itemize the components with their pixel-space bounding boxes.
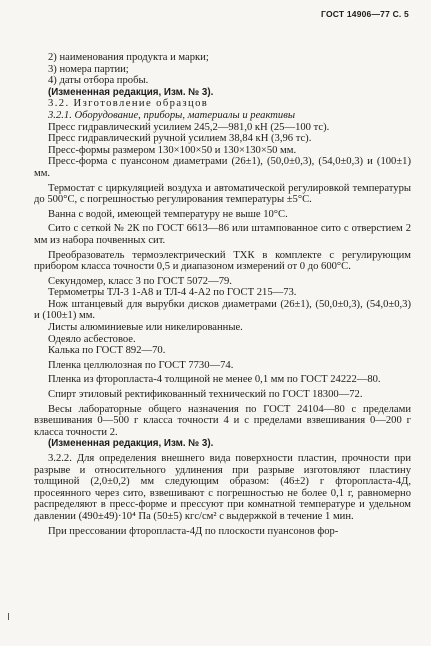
paragraph: 4) даты отбора пробы. xyxy=(48,75,149,87)
paragraph: Сито с сеткой № 2К по ГОСТ 6613—86 или штампованное сито с отверстием 2 мм из набора почвенных сит. xyxy=(34,223,411,246)
paragraph: Ванна с водой, имеющей температуру не выше 10°C. xyxy=(48,208,288,220)
paragraph: 3) номера партии; xyxy=(48,63,129,75)
paragraph: Термометры ТЛ-3 1-А8 и ТЛ-4 4-А2 по ГОСТ 215—73. xyxy=(48,287,297,299)
paragraph: Пленка из фторопласта-4 толщиной не менее 0,1 мм по ГОСТ 24222—80. xyxy=(48,374,381,386)
paragraph: Калька по ГОСТ 892—70. xyxy=(48,345,166,357)
paragraph: Пресс гидравлический ручной усилием 38,84 кН (3,96 тс). xyxy=(48,133,312,145)
paragraph: Листы алюминиевые или никелированные. xyxy=(48,322,243,334)
paragraph: При прессовании фторопласта-4Д по плоскости пуансонов фор- xyxy=(48,525,339,537)
paragraph: Секундомер, класс 3 по ГОСТ 5072—79. xyxy=(48,275,232,287)
page-header: ГОСТ 14906—77 С. 5 xyxy=(321,9,409,19)
paragraph: Весы лабораторные общего назначения по ГОСТ 24104—80 с пределами взвешивания 0—500 г класса точности 4 и с пределами взвешивания 0—200 г класса точности 2. xyxy=(34,403,411,438)
paragraph: Пресс-формы размером 130×100×50 и 130×130×50 мм. xyxy=(48,144,297,156)
paragraph: Одеяло асбестовое. xyxy=(48,333,136,345)
paragraph: 2) наименования продукта и марки; xyxy=(48,52,209,63)
margin-mark xyxy=(8,613,9,620)
document-body xyxy=(34,52,411,537)
paragraph: Пресс-форма с пуансоном диаметрами (26±1), (50,0±0,3), (54,0±0,3) и (100±1) мм. xyxy=(34,156,411,179)
paragraph: Пресс гидравлический усилием 245,2—981,0 кН (25—100 тс). xyxy=(48,121,330,133)
paragraph: Термостат с циркуляцией воздуха и автоматической регулировкой температуры до 500°C, с погрешностью регулирования температуры ±5°C. xyxy=(34,182,411,206)
paragraph: Спирт этиловый ректификованный технический по ГОСТ 18300—72. xyxy=(48,389,363,401)
paragraph: 3.2.2. Для определения внешнего вида поверхности пластин, прочности при разрыве и относительного удлинения при разрыве изготовляют пластину толщиной (2,0±0,2) мм следующим образом: (46±2) г фторопласта-4Д, просеянного через сито, взвешивают с погрешностью не более 0,1 г, равномерно распределяют в пресс-форме и прессуют при комнатной температуре и удельном давлении (490±49)·10⁴ Па (50±5) кгс/см² с выдержкой в течение 1 мин. xyxy=(34,453,411,522)
paragraph: 3.2.1. Оборудование, приборы, материалы и реактивы xyxy=(48,109,296,121)
paragraph: Нож штанцевый для вырубки дисков диаметрами (26±1), (50,0±0,3), (54,0±0,3) и (100±1) мм. xyxy=(34,298,411,322)
paragraph: 3.2. Изготовление образцов xyxy=(48,98,209,110)
paragraph: Пленка целлюлозная по ГОСТ 7730—74. xyxy=(48,359,234,371)
paragraph: Преобразователь термоэлектрический ТХК в комплекте с регулирующим прибором класса точности 0,5 и диапазоном измерений от 0 до 600°C. xyxy=(34,249,411,273)
paragraph: (Измененная редакция, Изм. № 3). xyxy=(48,86,214,98)
paragraph: (Измененная редакция, Изм. № 3). xyxy=(48,438,214,450)
